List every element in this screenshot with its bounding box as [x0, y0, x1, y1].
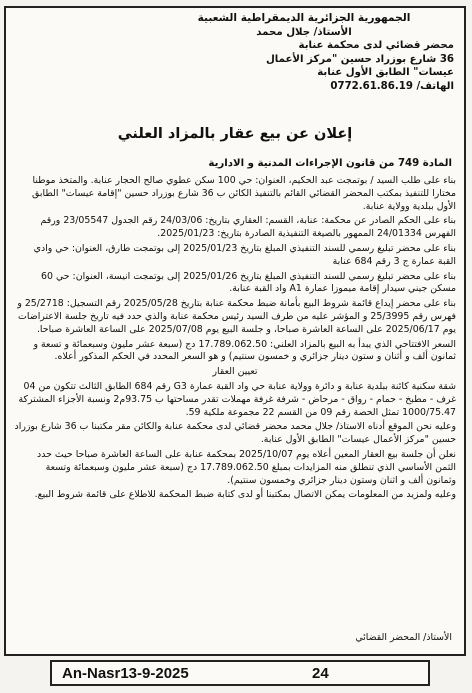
phone-line: الهاتف/ 0772.61.86.19: [330, 80, 454, 92]
notice-body: [14, 175, 456, 504]
paragraph-contact: وعليه ولمزيد من المعلومات يمكن الاتصال بمكتبنا أو لدى كتابة ضبط المحكمة للاطلاع على قائمة شروط البيع.: [34, 489, 456, 501]
lawyer-name: الأستاذ/ جلال محمد: [256, 26, 352, 38]
paragraph-opening-price: السعر الافتتاحي الذي يبدأ به البيع بالمزاد العلني: 17.789.062.50 دج (سبعة عشر مليون وسبعمائة و تسعة و ثمانون ألف و أثنان و ستون دينار جزائري و خمسون سنتيم) و هو السعر المحدد في الحكم المذكور أعلاه.: [33, 338, 456, 363]
paragraph-notification-2: بناء على محضر تبليغ رسمي للسند التنفيذي المبلغ بتاريخ 2025/01/26 إلى بوتمجت انيسة، العنوان: حي 60 مسكن جيني سيدار إقامة ميموزا عمارة A1 واد القبة عنابة.: [41, 270, 456, 295]
paragraph-judgment: بناء على الحكم الصادر عن محكمة: عنابة، القسم: العقاري بتاريخ: 24/03/06 رقم الجدول 23/05547 ورقم الفهرس 24/01334 الممهور بالصيغة التنفيذية الصادرة بتاريخ: 2025/01/23.: [40, 215, 456, 240]
letterhead: [154, 12, 454, 94]
paragraph-undersigned: وعليه نحن الموقع أدناه الاستاذ/ جلال محمد محضر قضائي لدى محكمة عنابة والكائن مقر مكتبنا ب 36 شارع بوزراد حسين "مركز الأعمال عيسات" الطابق الأول عنابة.: [14, 421, 456, 446]
paragraph-request: بناء على طلب السيد / بوتمجت عبد الحكيم، العنوان: حي 100 سكن عطوي صالح الحجار عنابة. والمتخذ موطنا مختارا للتنفيذ بمكتب المحضر القضائي القائم بالتنفيذ الكائن ب 36 شارع بوزراد حسين "إقامة عيسات" الطابق الأول ببلدية وولاية عنابة.: [32, 175, 456, 212]
publication-footer: [50, 660, 430, 686]
paragraph-deposit: بناء على محضر إيداع قائمة شروط البيع بأمانة ضبط محكمة عنابة بتاريخ 2025/05/28 رقم التسجيل: 25/2718 و فهرس رقم 25/3995 و المؤشر عليه من طرف السيد رئيس محكمة عنابة والذي حدد فيه تاريخ جلسة الاعتراضات يوم 2025/06/17 على الساعة العاشرة صباحا، و جلسة البيع يوم 2025/07/08 على الساعة العاشرة صباحا.: [17, 298, 456, 335]
office-line: محضر قضائي لدى محكمة عنابة: [298, 40, 454, 52]
legal-notice-page: [4, 6, 466, 656]
signature: الأستاذ/ المحضر القضائي: [355, 632, 452, 643]
page-number: 24: [312, 665, 329, 682]
building-line: عيسات" الطابق الأول عنابة: [317, 67, 454, 79]
republic-heading: الجمهورية الجزائرية الديمقراطية الشعبية: [197, 12, 411, 24]
publication-date: An-Nasr13-9-2025: [62, 665, 189, 682]
paragraph-notification-1: بناء على محضر تبليغ رسمي للسند التنفيذي المبلغ بتاريخ 2025/01/23 إلى بوتمجت طارق، العنوان: حي وادي القبة عمارة ج 3 رقم 684 عنابة: [33, 242, 456, 267]
notice-subtitle: المادة 749 من قانون الإجراءات المدنية و الادارية: [208, 158, 452, 169]
notice-title: إعلان عن بيع عقار بالمزاد العلني: [117, 126, 353, 142]
street-line: 36 شارع بوزراد حسين "مركز الأعمال: [265, 53, 454, 65]
paragraph-auction-date: نعلن أن جلسة بيع العقار المعين أعلاه يوم 2025/10/07 بمحكمة عنابة على الساعة العاشرة صباحا حيث حدد الثمن الأساسي الذي تنطلق منه المزايدات بمبلغ 17.789.062.50 دج (سبعة عشر مليون وسبعمائة وتسعة وثمانون ألف و اثنان وستون دينار جزائري وخمسون سنتيم).: [37, 448, 456, 486]
property-description: شقة سكنية كائنة ببلدية عنابة و دائرة وولاية عنابة حي واد القبة عمارة G3 رقم 684 الطابق الثالث تتكون من 04 غرف - مطبخ - حمام - رواق - مرحاض - شرفة غرفة مهملات تقدر مساحتها ب 93.75م2 ونسبة الأجزاء المشتركة 1000/75.47 تمثل الحصة رقم 09 من القسم 22 مجموعة ملكية 59.: [18, 380, 456, 418]
property-heading: تعيين العقار: [212, 366, 258, 378]
